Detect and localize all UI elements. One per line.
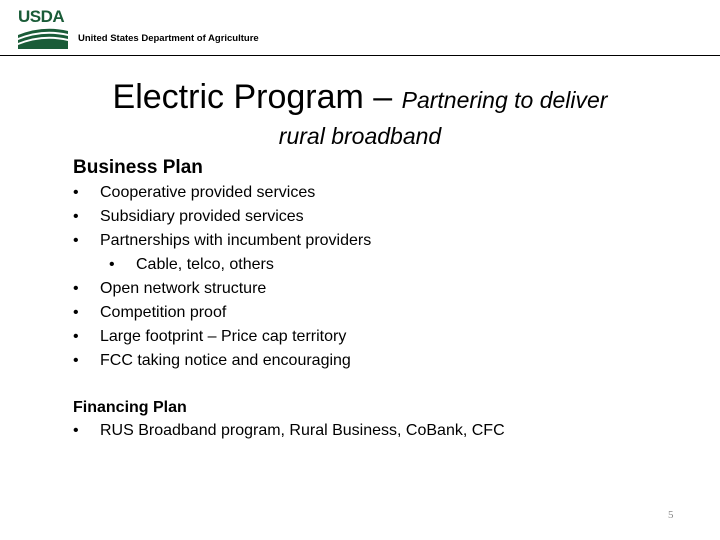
slide-title (0, 76, 720, 151)
bullet-icon: • (73, 184, 79, 201)
list-item: • Competition proof (73, 301, 693, 325)
title-line-2: rural broadband (278, 123, 442, 149)
title-main: Electric Program – (112, 78, 393, 116)
page-number: 5 (668, 509, 674, 521)
logo-wave-icon (18, 27, 68, 49)
usda-logo-icon (18, 8, 68, 42)
list-item: • Cooperative provided services (73, 181, 693, 205)
list-item: • Open network structure (73, 277, 693, 301)
list-item: • FCC taking notice and encouraging (73, 349, 693, 373)
bullet-icon: • (73, 208, 79, 225)
financing-plan-list (73, 419, 693, 443)
slide-header (0, 0, 720, 56)
bullet-icon: • (73, 352, 79, 369)
list-item: • Partnerships with incumbent providers (73, 229, 693, 253)
bullet-icon: • (73, 328, 79, 345)
section-spacer (73, 373, 693, 397)
business-plan-list (73, 181, 693, 373)
business-plan-heading: Business Plan (73, 157, 203, 178)
list-item: • RUS Broadband program, Rural Business, CoBank, CFC (73, 419, 693, 443)
department-name: United States Department of Agriculture (78, 33, 259, 44)
bullet-icon: • (73, 232, 79, 249)
header-divider (0, 55, 720, 56)
bullet-icon: • (73, 422, 79, 439)
bullet-icon: • (109, 256, 115, 273)
logo-text: USDA (18, 7, 65, 26)
title-line-1 (0, 76, 720, 121)
bullet-icon: • (73, 280, 79, 297)
list-item: • Subsidiary provided services (73, 205, 693, 229)
list-item: • Large footprint – Price cap territory (73, 325, 693, 349)
slide-body (73, 155, 693, 443)
bullet-icon: • (73, 304, 79, 321)
title-italic: Partnering to deliver (401, 87, 608, 113)
financing-plan-heading: Financing Plan (73, 399, 187, 416)
sub-list-item: • Cable, telco, others (73, 253, 693, 277)
